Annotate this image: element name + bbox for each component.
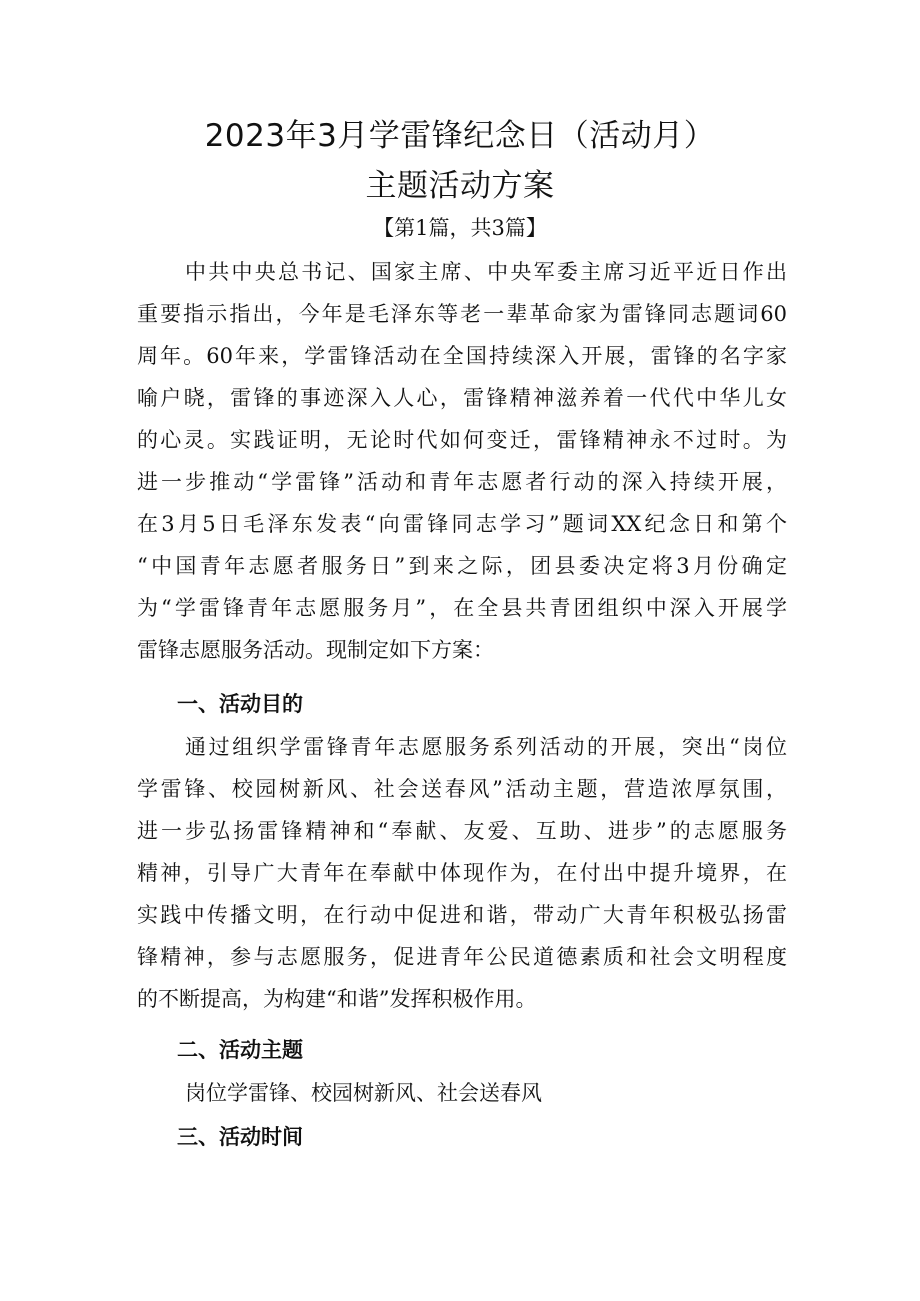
document-title-line2: 主题活动方案 — [365, 168, 555, 204]
section-heading-theme: 二、活动主题 — [177, 1038, 303, 1062]
section-heading-purpose: 一、活动目的 — [177, 692, 303, 716]
purpose-line: 通过组织学雷锋青年志愿服务系列活动的开展，突出“岗位 — [185, 735, 787, 759]
theme-text: 岗位学雷锋、校园树新风、社会送春风 — [185, 1081, 542, 1105]
intro-line: 的心灵。实践证明，无论时代如何变迁，雷锋精神永不过时。为 — [137, 428, 787, 452]
purpose-line: 学雷锋、校园树新风、社会送春风”活动主题，营造浓厚氛围， — [137, 777, 787, 801]
intro-line: 中共中央总书记、国家主席、中央军委主席习近平近日作出 — [185, 260, 787, 284]
intro-line: 为“学雷锋青年志愿服务月”，在全县共青团组织中深入开展学 — [137, 596, 787, 620]
intro-line: “中国青年志愿者服务日”到来之际，团县委决定将3月份确定 — [137, 554, 787, 578]
purpose-line: 锋精神，参与志愿服务，促进青年公民道德素质和社会文明程度 — [137, 945, 787, 969]
document-subtitle: 【第1篇，共3篇】 — [373, 216, 547, 240]
purpose-line: 的不断提高，为构建“和谐”发挥积极作用。 — [137, 987, 537, 1011]
intro-line: 喻户晓，雷锋的事迹深入人心，雷锋精神滋养着一代代中华儿女 — [137, 386, 787, 410]
intro-line: 重要指示指出，今年是毛泽东等老一辈革命家为雷锋同志题词60 — [137, 302, 787, 326]
intro-line: 进一步推动“学雷锋”活动和青年志愿者行动的深入持续开展， — [137, 470, 787, 494]
purpose-line: 精神，引导广大青年在奉献中体现作为，在付出中提升境界，在 — [137, 861, 787, 885]
intro-line: 周年。60年来，学雷锋活动在全国持续深入开展，雷锋的名字家 — [137, 344, 787, 368]
purpose-line: 进一步弘扬雷锋精神和“奉献、友爱、互助、进步”的志愿服务 — [137, 819, 787, 843]
section-heading-time: 三、活动时间 — [177, 1125, 303, 1149]
document-title-line1: 2023年3月学雷锋纪念日（活动月） — [204, 118, 716, 154]
intro-line: 雷锋志愿服务活动。现制定如下方案： — [137, 638, 494, 662]
intro-line: 在3月5日毛泽东发表“向雷锋同志学习”题词XX纪念日和第个 — [137, 512, 787, 536]
purpose-line: 实践中传播文明，在行动中促进和谐，带动广大青年积极弘扬雷 — [137, 903, 787, 927]
